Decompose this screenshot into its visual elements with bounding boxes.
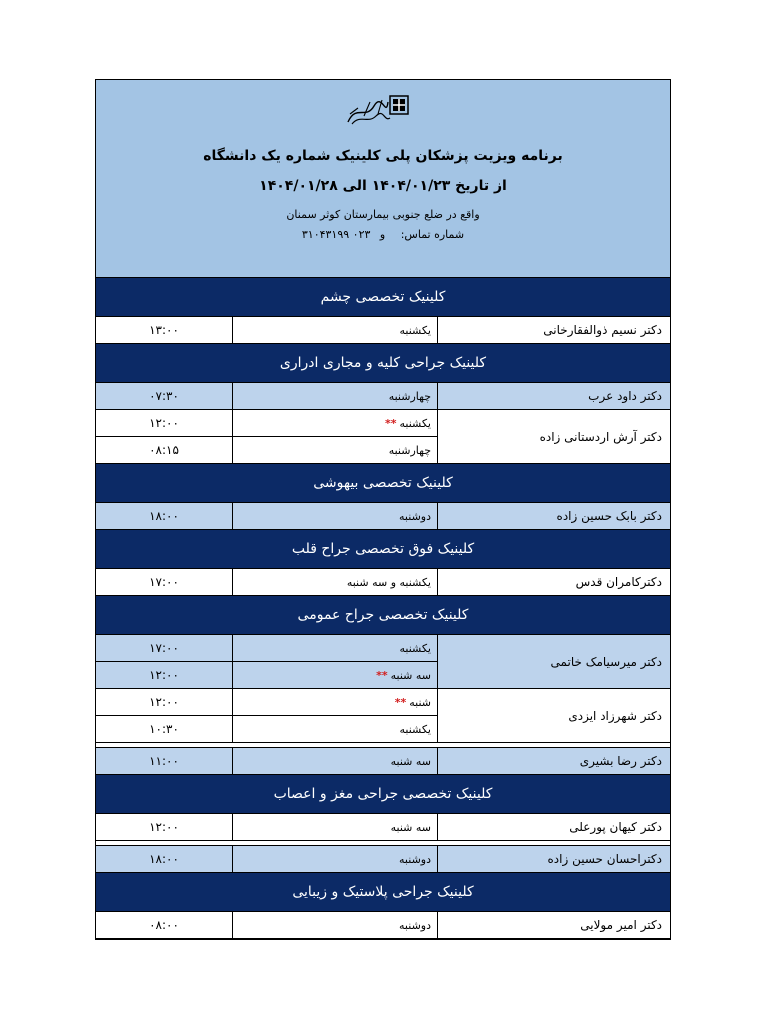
- visit-day: یکشنبه و سه شنبه: [346, 575, 431, 589]
- visit-day: دوشنبه: [399, 918, 431, 932]
- page-title: برنامه ویزیت پزشکان پلی کلینیک شماره یک دانشگاه: [203, 148, 563, 164]
- schedule-body: [96, 278, 670, 939]
- visit-time: ۱۸:۰۰: [149, 852, 179, 866]
- visit-day-cell: [232, 437, 437, 463]
- doctor-name: دکتر داود عرب: [437, 383, 670, 409]
- visit-time: ۱۲:۰۰: [149, 416, 179, 430]
- doctor-name: دکتر امیر مولایی: [437, 912, 670, 938]
- visit-time: ۱۲:۰۰: [149, 668, 179, 682]
- phone-separator: و: [379, 228, 386, 241]
- phone-number-2: ۰۲۳ ۳۱۰۴۳۱۹۹: [301, 228, 371, 241]
- visit-day: یکشنبه: [399, 722, 431, 736]
- schedule-header: [96, 80, 670, 278]
- visit-day-cell: [232, 912, 437, 938]
- doctor-name: دکتر کیهان پورعلی: [437, 814, 670, 840]
- doctor-row-group: [96, 635, 670, 689]
- visit-rows: [96, 635, 437, 688]
- visit-day: یکشنبه: [399, 416, 431, 430]
- clinic-section-title: کلینیک جراحی پلاستیک و زیبایی: [96, 873, 670, 912]
- doctor-row-group: [96, 689, 670, 743]
- visit-row: [96, 410, 437, 437]
- clinic-section-title: کلینیک تخصصی جراح عمومی: [96, 596, 670, 635]
- visit-row: [96, 635, 437, 662]
- doctor-name: دکتر رضا بشیری: [437, 748, 670, 774]
- visit-day: سه شنبه: [390, 820, 431, 834]
- visit-row: [96, 437, 437, 463]
- doctor-row-group: [96, 569, 670, 596]
- visit-row: [96, 689, 437, 716]
- visit-day: دوشنبه: [399, 852, 431, 866]
- visit-day-cell: [232, 846, 437, 872]
- doctor-row-group: [96, 383, 670, 410]
- visit-day: دوشنبه: [399, 509, 431, 523]
- doctor-name: دکترکامران قدس: [437, 569, 670, 595]
- phone-label: شماره تماس:: [400, 228, 465, 241]
- doctor-name: دکتر شهرزاد ایزدی: [437, 689, 670, 742]
- visit-day-cell: [232, 410, 437, 436]
- visit-rows: [96, 814, 437, 840]
- visit-row: [96, 662, 437, 688]
- visit-rows: [96, 846, 437, 872]
- visit-row: [96, 383, 437, 409]
- visit-day: یکشنبه: [399, 641, 431, 655]
- visit-day-cell: [232, 569, 437, 595]
- visit-day: یکشنبه: [399, 323, 431, 337]
- clinic-section-title: کلینیک تخصصی چشم: [96, 278, 670, 317]
- visit-rows: [96, 912, 437, 938]
- visit-row: [96, 503, 437, 529]
- visit-time: ۱۱:۰۰: [149, 754, 179, 768]
- visit-day-cell: [232, 748, 437, 774]
- visit-rows: [96, 748, 437, 774]
- visit-day-cell: [232, 635, 437, 661]
- asterisk-marker: **: [376, 668, 388, 682]
- doctor-name: دکتر آرش اردستانی زاده: [437, 410, 670, 463]
- visit-time: ۱۲:۰۰: [149, 695, 179, 709]
- visit-time: ۱۰:۳۰: [149, 722, 179, 736]
- visit-rows: [96, 410, 437, 463]
- visit-rows: [96, 317, 437, 343]
- visit-row: [96, 569, 437, 595]
- schedule-sheet: [95, 79, 671, 940]
- visit-rows: [96, 689, 437, 742]
- visit-time: ۱۳:۰۰: [149, 323, 179, 337]
- visit-rows: [96, 383, 437, 409]
- visit-row: [96, 846, 437, 872]
- doctor-row-group: [96, 317, 670, 344]
- visit-row: [96, 317, 437, 343]
- visit-day: چهارشنبه: [388, 443, 431, 457]
- doctor-row-group: [96, 748, 670, 775]
- clinic-section-title: کلینیک تخصصی بیهوشی: [96, 464, 670, 503]
- visit-time: ۰۸:۱۵: [149, 443, 179, 457]
- visit-rows: [96, 503, 437, 529]
- visit-rows: [96, 569, 437, 595]
- doctor-row-group: [96, 410, 670, 464]
- doctor-name: دکتر میرسیامک خاتمی: [437, 635, 670, 688]
- university-logo-icon: [346, 94, 420, 126]
- clinic-section-title: کلینیک تخصصی جراحی مغز و اعصاب: [96, 775, 670, 814]
- doctor-row-group: [96, 912, 670, 939]
- visit-day-cell: [232, 317, 437, 343]
- asterisk-marker: **: [384, 416, 397, 430]
- visit-time: ۱۷:۰۰: [149, 641, 179, 655]
- visit-day-cell: [232, 814, 437, 840]
- clinic-section-title: کلینیک جراحی کلیه و مجاری ادراری: [96, 344, 670, 383]
- visit-day-cell: [232, 503, 437, 529]
- visit-row: [96, 912, 437, 938]
- doctor-name: دکتر بابک حسین زاده: [437, 503, 670, 529]
- visit-time: ۱۷:۰۰: [149, 575, 179, 589]
- phone-line: [96, 228, 670, 241]
- asterisk-marker: **: [394, 695, 407, 709]
- doctor-row-group: [96, 503, 670, 530]
- doctor-row-group: [96, 814, 670, 841]
- visit-day-cell: [232, 662, 437, 688]
- visit-time: ۰۷:۳۰: [149, 389, 179, 403]
- visit-day: شنبه: [409, 695, 431, 709]
- visit-day: چهارشنبه: [388, 389, 431, 403]
- doctor-row-group: [96, 846, 670, 873]
- clinic-section-title: کلینیک فوق تخصصی جراح قلب: [96, 530, 670, 569]
- visit-day-cell: [232, 716, 437, 742]
- address-line: واقع در ضلع جنوبی بیمارستان کوثر سمنان: [286, 208, 480, 221]
- visit-day-cell: [232, 689, 437, 715]
- doctor-name: دکتر نسیم ذوالفقارخانی: [437, 317, 670, 343]
- visit-row: [96, 814, 437, 840]
- visit-time: ۰۸:۰۰: [149, 918, 179, 932]
- visit-time: ۱۸:۰۰: [149, 509, 179, 523]
- visit-day: سه شنبه: [390, 754, 431, 768]
- date-range: از تاریخ ۱۴۰۴/۰۱/۲۳ الی ۱۴۰۴/۰۱/۲۸: [259, 178, 507, 194]
- visit-day: سه شنبه: [390, 668, 431, 682]
- visit-row: [96, 748, 437, 774]
- visit-row: [96, 716, 437, 742]
- doctor-name: دکتراحسان حسین زاده: [437, 846, 670, 872]
- visit-day-cell: [232, 383, 437, 409]
- visit-time: ۱۲:۰۰: [149, 820, 179, 834]
